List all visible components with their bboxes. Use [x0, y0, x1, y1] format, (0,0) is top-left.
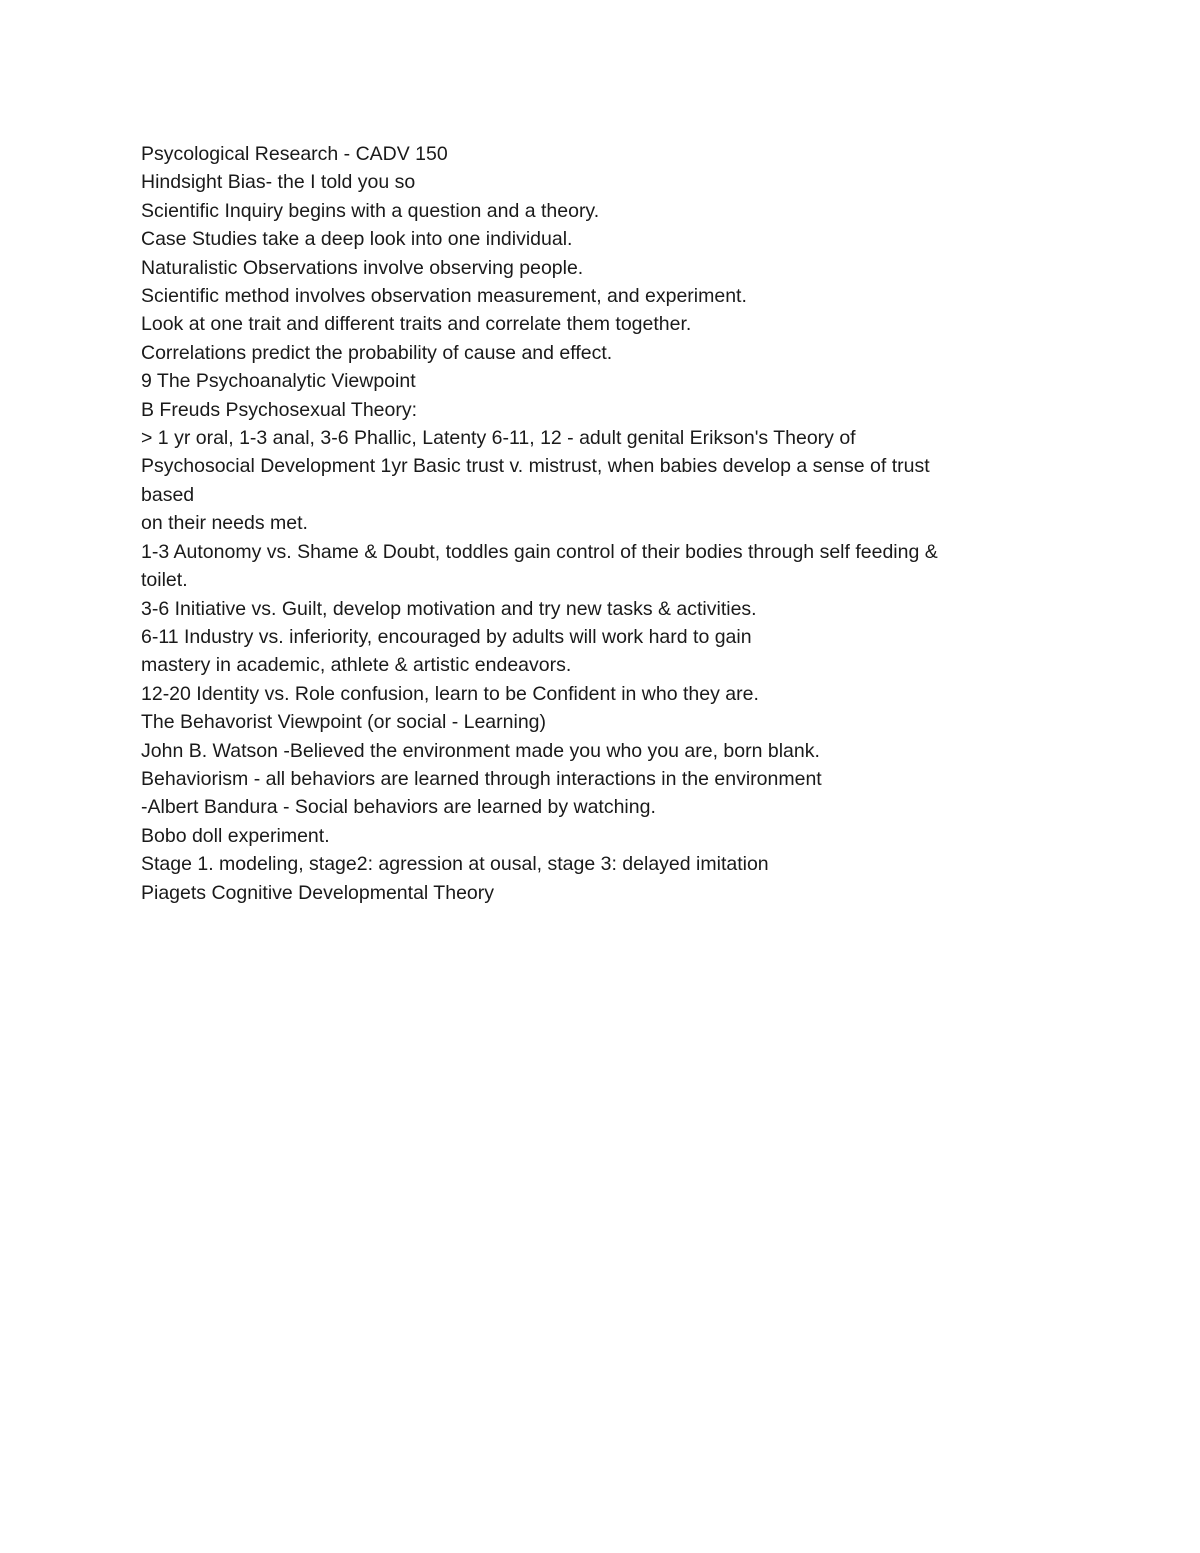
text-line: based	[141, 483, 195, 506]
text-line: John B. Watson -Believed the environment made you who you are, born blank.	[141, 739, 820, 762]
text-line: -Albert Bandura - Social behaviors are learned by watching.	[141, 796, 656, 819]
section-heading: The Behavorist Viewpoint (or social - Learning)	[141, 711, 547, 734]
document-body	[141, 140, 1041, 907]
text-line: Case Studies take a deep look into one individual.	[141, 228, 573, 251]
text-line: Psychosocial Development 1yr Basic trust v. mistrust, when babies develop a sense of trust	[141, 455, 930, 478]
text-line: 3-6 Initiative vs. Guilt, develop motivation and try new tasks & activities.	[141, 597, 757, 620]
text-line: > 1 yr oral, 1-3 anal, 3-6 Phallic, Latenty 6-11, 12 - adult genital Erikson's Theory of	[141, 427, 856, 450]
text-line: Naturalistic Observations involve observing people.	[141, 256, 584, 279]
text-line: 1-3 Autonomy vs. Shame & Doubt, toddles gain control of their bodies through self feeding &	[141, 540, 938, 563]
text-line: Correlations predict the probability of cause and effect.	[141, 341, 613, 364]
text-line: toilet.	[141, 569, 188, 592]
section-heading: Piagets Cognitive Developmental Theory	[141, 881, 494, 904]
text-line: on their needs met.	[141, 512, 308, 535]
text-line: 6-11 Industry vs. inferiority, encouraged by adults will work hard to gain	[141, 625, 752, 648]
text-line: Scientific Inquiry begins with a question and a theory.	[141, 199, 600, 222]
text-line: B Freuds Psychosexual Theory:	[141, 398, 418, 421]
section-heading: 9 The Psychoanalytic Viewpoint	[141, 370, 416, 393]
text-line: Hindsight Bias- the I told you so	[141, 171, 416, 194]
text-line: 12-20 Identity vs. Role confusion, learn to be Confident in who they are.	[141, 682, 759, 705]
text-line: Look at one trait and different traits and correlate them together.	[141, 313, 692, 336]
text-line: Scientific method involves observation measurement, and experiment.	[141, 285, 747, 308]
text-line: Behaviorism - all behaviors are learned through interactions in the environment	[141, 767, 822, 790]
text-line: Bobo doll experiment.	[141, 824, 330, 847]
text-line: mastery in academic, athlete & artistic endeavors.	[141, 654, 572, 677]
text-line: Stage 1. modeling, stage2: agression at ousal, stage 3: delayed imitation	[141, 853, 769, 876]
document-title: Psycological Research - CADV 150	[141, 143, 448, 165]
